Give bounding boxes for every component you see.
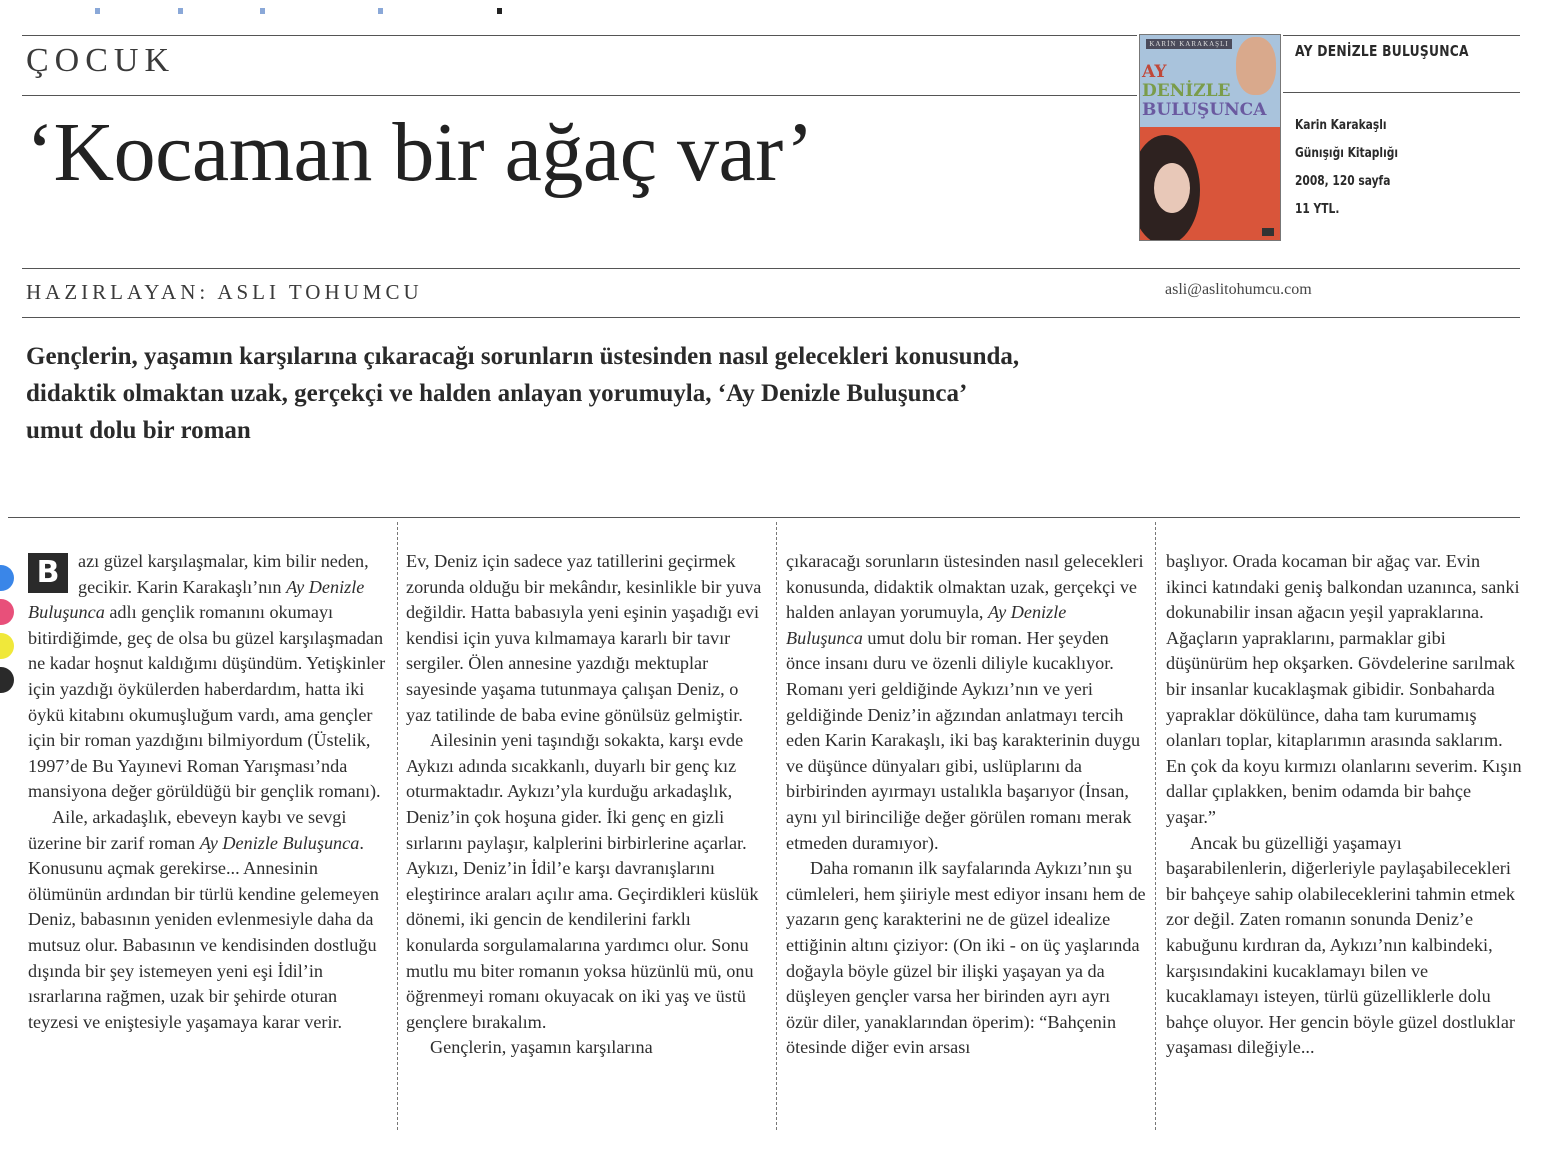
body-top-rule [8, 517, 1520, 518]
cover-title [1142, 63, 1266, 120]
text-run: Aile, arkadaşlık, ebeveyn kaybı ve sevgi üzerine bir zarif roman [28, 806, 347, 853]
column-divider [776, 522, 777, 1130]
book-cover-image [1139, 34, 1281, 241]
book-publisher: Günışığı Kitaplığı [1295, 146, 1399, 161]
paragraph: Gençlerin, yaşamın karşılarına [430, 1037, 653, 1058]
deck-line: umut dolu bir roman [26, 417, 251, 444]
article-column-4 [1166, 549, 1522, 1061]
byline-top-rule [22, 268, 1520, 269]
article-column-1 [28, 549, 386, 1035]
book-price: 11 YTL. [1295, 202, 1340, 217]
registration-mark-icon [178, 8, 183, 14]
dropcap: B [28, 553, 68, 593]
book-author: Karin Karakaşlı [1295, 118, 1387, 133]
paragraph [28, 549, 386, 805]
paragraph: Daha romanın ilk sayfalarında Aykızı’nın şu cümleleri, hem şiiriyle mest ediyor insanı hem de yazarın genç karakterini ne de güzel idealize ettiğinin altını çiziyor: (On iki - on üç yaşlarında doğayla böyle güzel bir ilişki yaşayan ya da düşleyen gençler varsa her birinden ayrı ayrı özür diler, yanaklarından öperim): “Bahçenin ötesinde diğer evin arsası [786, 858, 1146, 1058]
print-registration-marks [0, 4, 600, 18]
cover-title-line: BULUŞUNCA [1142, 100, 1267, 120]
column-divider [1155, 522, 1156, 1130]
registration-mark-icon [95, 8, 100, 14]
section-rule [22, 95, 1137, 96]
text-run: adlı gençlik romanını okumayı bitirdiğimde, geç de olsa bu güzel karşılaşmadan ne kadar hoşnut kaldığımı düşündüm. Yetişkinler için yazdığı öykülerden haberdardım, hatta iki öykü kitabını okumuşluğum vardı, ama gençler için bir roman yazdığını bilmiyordum (Üstelik, 1997’de Bu Yayınevi Roman Yarışması’nda mansiyona değer görüldüğü bir gençlik romanı). [28, 602, 386, 802]
cover-title-line: DENİZLE [1142, 81, 1231, 101]
text-run: . Konusunu açmak gerekirse... Annesinin ölümünün ardından bir türlü kendine gelemeyen Deniz, babasının yeniden evlenmesiyle daha da mutsuz olur. Babasının ve kendisinden dostluğu dışında bir şey istemeyen yeni eşi İdil’in ısrarlarına rağmen, uzak bir şehirde oturan teyzesi ve eniştesiyle yaşamaya karar verir. [28, 832, 380, 1032]
book-title: AY DENİZLE BULUŞUNCA [1295, 42, 1469, 60]
section-label: ÇOCUK [26, 42, 176, 79]
deck-summary [26, 338, 1306, 449]
black-swatch-icon [0, 667, 14, 693]
sidebar-mid-rule [1283, 92, 1520, 93]
cover-girl-face [1154, 163, 1190, 213]
paragraph [786, 549, 1146, 856]
publisher-logo-icon [1262, 228, 1274, 236]
text-run: azı güzel karşılaşmalar, kim bilir neden, gecikir. Karin Karakaşlı’nın [78, 551, 369, 597]
book-title-italic: Ay Denizle Buluşunca [199, 832, 360, 853]
article-column-3 [786, 549, 1146, 1061]
book-details [1295, 112, 1398, 224]
print-color-swatches [0, 565, 14, 701]
paragraph [28, 805, 386, 1035]
deck-line: Gençlerin, yaşamın karşılarına çıkaracağı sorunların üstesinden nasıl gelecekleri konusunda, [26, 343, 1020, 370]
deck-line: didaktik olmaktan uzak, gerçekçi ve halden anlayan yorumuyla, ‘Ay Denizle Buluşunca’ [26, 380, 968, 407]
book-year-pages: 2008, 120 sayfa [1295, 174, 1391, 189]
registration-mark-icon [497, 8, 502, 14]
magenta-swatch-icon [0, 599, 14, 625]
text-run: umut dolu bir roman. Her şeyden önce insanı duru ve özenli diliyle kucaklıyor. Romanı yeri geldiğinde Aykızı’nın ve yeri geldiğinde Deniz’in ağzından anlatmayı tercih eden Karin Karakaşlı, iki baş karakterinin duygu ve düşünce dünyaları gibi, uslüplarını da birbirinden ayırmayı ustalıkla başarıyor (İnsan, aynı yıl birinciliğe değer görülen romanı merak etmeden duramıyor). [786, 627, 1141, 853]
paragraph: Ev, Deniz için sadece yaz tatillerini geçirmek zorunda olduğu bir mekândır, kesinlikle bir yuva değildir. Hatta babasıyla yeni eşinin yaşadığı evi kendisi için yuva kılmamaya kararlı bir tavır sergiler. Ölen annesine yazdığı mektuplar sayesinde yaşama tutunmaya çalışan Deniz, o yaz tatilinde de baba evine gönülsüz gelmiştir. [406, 551, 762, 725]
column-divider [397, 522, 398, 1130]
article-column-2 [406, 549, 766, 1061]
book-title-italic: Ay Denizle Buluşunca [786, 602, 1067, 648]
paragraph: başlıyor. Orada kocaman bir ağaç var. Evin ikinci katındaki geniş balkondan uzanınca, sanki dokunabilir insan ağacın yeşil yapraklarına. Ağaçların yapraklarını, parmaklar gibi düşünürüm hep okşarken. Gövdelerine sarılmak bir insanlar kucaklaşmak gibidir. Sonbaharda yapraklar dökülünce, daha tam kurumamış olanları toplar, kitaplarımın arasında saklarım. En çok da koyu kırmızı olanlarını severim. Kışın dallar çıplakken, benim odamda bir bahçe yaşar.” [1166, 551, 1522, 827]
cover-title-line: AY [1142, 62, 1167, 82]
byline-bottom-rule [22, 317, 1520, 318]
text-run: çıkaracağı sorunların üstesinden nasıl gelecekleri konusunda, didaktik olmaktan uzak, gerçekçi ve halden anlayan yorumuyla, [786, 551, 1144, 623]
top-rule [22, 35, 1137, 36]
registration-mark-icon [378, 8, 383, 14]
author-email-link[interactable]: asli@aslitohumcu.com [1165, 281, 1312, 298]
book-title-italic: Ay Denizle Buluşunca [28, 576, 365, 623]
paragraph: Ailesinin yeni taşındığı sokakta, karşı evde Aykızı adında sıcakkanlı, duyarlı bir genç kız oturmaktadır. Aykızı’yla kurduğu arkadaşlık, Deniz’in çok hoşuna gider. İki genç en gizli sırlarını paylaşır, kalplerini birbirlerine açarlar. Aykızı, Deniz’in İdil’e karşı davranışlarını eleştirince araları açılır ama. Geçirdikleri küslük dönemi, iki gencin de kendilerini farklı konularda sorgulamalarına yardımcı olur. Sonu mutlu mu biter romanın yoksa hüzünlü mü, onu öğrenmeyi romanı okuyacak on iki yaş ve üstü gençlere bırakalım. [406, 730, 759, 1032]
paragraph: Ancak bu güzelliği yaşamayı başarabilenlerin, diğerleriyle paylaşabilecekleri bir bahçeye sahip olabileceklerini tahmin etmek zor değil. Zaten romanın sonunda Deniz’e kabuğunu kırdıran da, Aykızı’nın kalbindeki, karşısındakini kucaklamayı bilen ve kucaklamayı isteyen, türlü güzelliklerle dolu bahçe oluyor. Her gencin böyle güzel dostluklar yaşaması dileğiyle... [1166, 832, 1515, 1058]
registration-mark-icon [260, 8, 265, 14]
headline: ‘Kocaman bir ağaç var’ [26, 106, 814, 199]
cover-author-band: KARİN KARAKAŞLI [1146, 39, 1232, 49]
sidebar-top-rule [1283, 35, 1520, 36]
yellow-swatch-icon [0, 633, 14, 659]
byline: HAZIRLAYAN: ASLI TOHUMCU [26, 280, 423, 304]
cyan-swatch-icon [0, 565, 14, 591]
